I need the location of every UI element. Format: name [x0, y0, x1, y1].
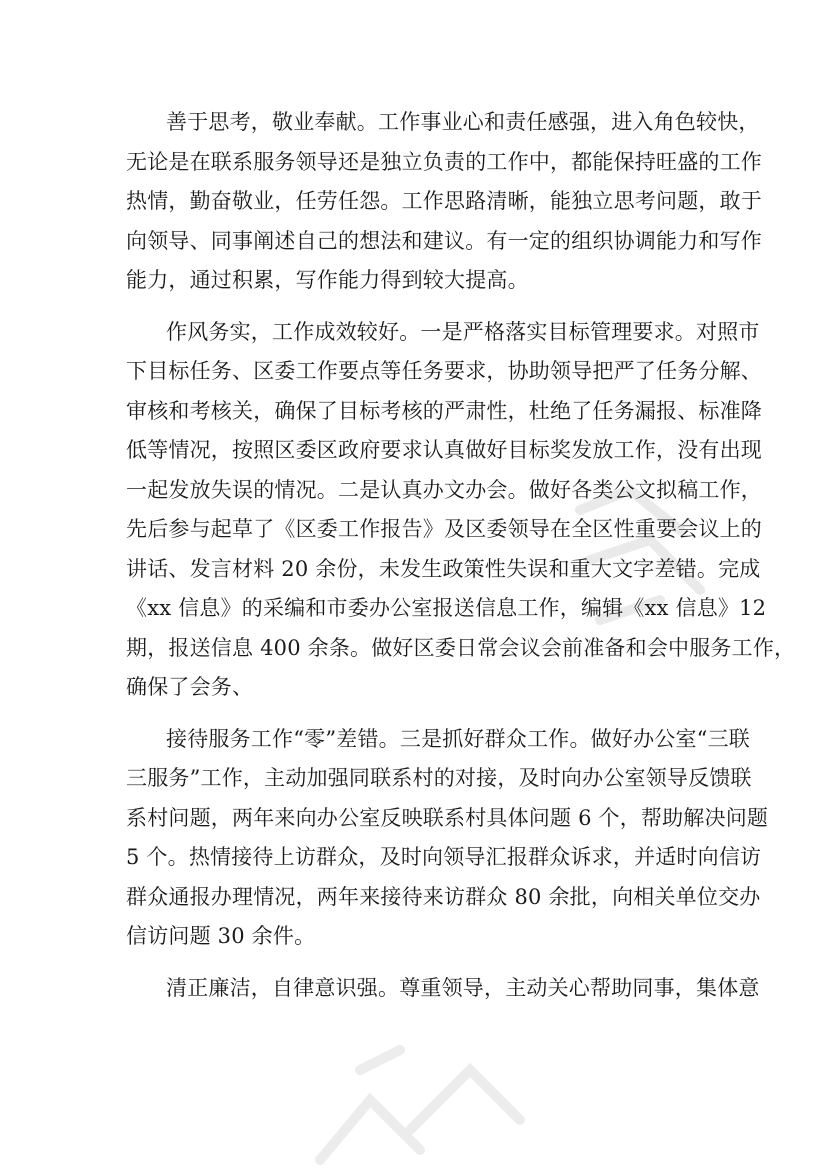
watermark-logo-bottom — [300, 1040, 560, 1174]
paragraph-line: 清正廉洁，自律意识强。尊重领导，主动关心帮助同事，集体意 — [166, 975, 760, 1000]
paragraph-line: 《xx 信息》的采编和市委办公室报送信息工作，编辑《xx 信息》12 — [126, 596, 767, 620]
paragraph-line: 无论是在联系服务领导还是独立负责的工作中，都能保持旺盛的工作 — [126, 149, 762, 174]
paragraph-line: 先后参与起草了《区委工作报告》及区委领导在全区性重要会议上的 — [126, 517, 762, 541]
paragraph-2 — [126, 313, 796, 708]
paragraph-line: 作风务实，工作成效较好。一是严格落实目标管理要求。对照市 — [166, 319, 760, 344]
paragraph-line: 确保了会务、 — [126, 675, 254, 699]
paragraph-line: 讲话、发言材料 20 余份，未发生政策性失误和重大文字差错。完成 — [126, 556, 761, 581]
paragraph-line: 审核和考核关，确保了目标考核的严肃性，杜绝了任务漏报、标准降 — [126, 398, 762, 423]
paragraph-4 — [126, 969, 760, 1009]
document-body — [126, 103, 796, 1020]
paragraph-line: 信访问题 30 余件。 — [126, 924, 316, 948]
paragraph-1 — [126, 103, 762, 301]
paragraph-line: 能力，通过积累，写作能力得到较大提高。 — [126, 268, 529, 292]
paragraph-line: 善于思考，敬业奉献。工作事业心和责任感强，进入角色较快， — [166, 110, 760, 134]
paragraph-line: 向领导、同事阐述自己的想法和建议。有一定的组织协调能力和写作 — [126, 228, 762, 253]
paragraph-line: 下目标任务、区委工作要点等任务要求，协助领导把严了任务分解、 — [126, 359, 762, 383]
paragraph-line: 三服务”工作，主动加强同联系村的对接，及时向办公室领导反馈联 — [126, 766, 752, 790]
paragraph-line: 期，报送信息 400 余条。做好区委日常会议会前准备和会中服务工作， — [126, 635, 796, 660]
paragraph-line: 系村问题，两年来向办公室反映联系村具体问题 6 个，帮助解决问题 — [126, 805, 769, 830]
paragraph-line: 接待服务工作“零”差错。三是抓好群众工作。做好办公室“三联 — [166, 726, 751, 751]
paragraph-line: 5 个。热情接待上访群众，及时向领导汇报群众诉求，并适时向信访 — [126, 845, 762, 869]
paragraph-line: 热情，勤奋敬业，任劳任怨。工作思路清晰，能独立思考问题，敢于 — [126, 189, 762, 213]
paragraph-line: 群众通报办理情况，两年来接待来访群众 80 余批，向相关单位交办 — [126, 884, 761, 909]
paragraph-3 — [126, 720, 769, 957]
paragraph-line: 一起发放失误的情况。二是认真办文办会。做好各类公文拟稿工作， — [126, 477, 762, 502]
paragraph-line: 低等情况，按照区委区政府要求认真做好目标奖发放工作，没有出现 — [126, 438, 762, 462]
